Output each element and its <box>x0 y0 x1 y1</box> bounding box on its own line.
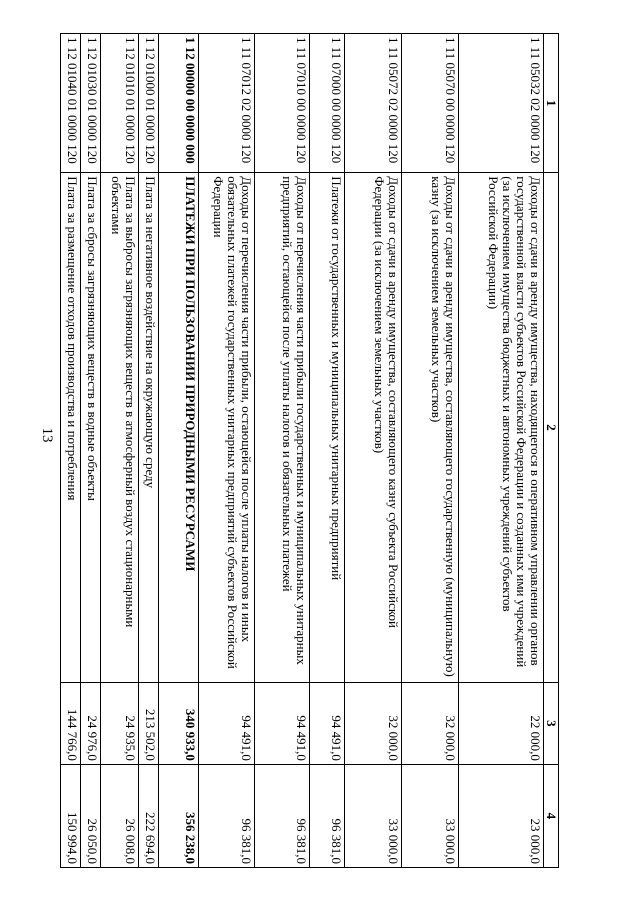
row-name: Доходы от перечисления части прибыли, остающейся после уплаты налогов и иных обязательных платежей государственных унитарных предприятий субъектов Российской Федерации <box>199 173 255 683</box>
row-value-3: 24 976,0 <box>81 682 101 764</box>
row-code: 1 11 05032 02 0000 120 <box>459 34 544 173</box>
column-header-3: 3 <box>544 682 559 764</box>
row-code: 1 12 00000 00 0000 000 <box>159 34 199 173</box>
row-value-4: 356 238,0 <box>159 764 199 867</box>
row-value-3: 32 000,0 <box>345 682 402 764</box>
row-value-4: 96 381,0 <box>310 764 345 867</box>
table-row <box>255 34 310 868</box>
revenue-table <box>60 33 559 868</box>
page-number: 13 <box>39 427 56 443</box>
row-name: Доходы от перечисления части прибыли государственных и муниципальных унитарных предприятий, остающейся после уплаты налогов и обязательных платежей <box>255 173 310 683</box>
row-name: Плата за сбросы загрязняющих веществ в водные объекты <box>81 173 101 683</box>
row-code: 1 11 07000 00 0000 120 <box>310 34 345 173</box>
row-name: Плата за негативное воздействие на окружающую среду <box>139 173 159 683</box>
row-value-4: 150 994,0 <box>61 764 81 867</box>
row-value-3: 94 491,0 <box>255 682 310 764</box>
table-row <box>402 34 459 868</box>
row-name: ПЛАТЕЖИ ПРИ ПОЛЬЗОВАНИИ ПРИРОДНЫМИ РЕСУРСАМИ <box>159 173 199 683</box>
rotated-table-container <box>65 33 559 868</box>
table-row <box>139 34 159 868</box>
table-row <box>459 34 544 868</box>
row-value-4: 222 694,0 <box>139 764 159 867</box>
row-code: 1 12 01000 01 0000 120 <box>139 34 159 173</box>
table-row <box>101 34 139 868</box>
table-row <box>61 34 81 868</box>
row-code: 1 12 01040 01 0000 120 <box>61 34 81 173</box>
row-value-4: 33 000,0 <box>345 764 402 867</box>
row-value-4: 23 000,0 <box>459 764 544 867</box>
row-value-4: 96 381,0 <box>255 764 310 867</box>
row-name: Платежи от государственных и муниципальных унитарных предприятий <box>310 173 345 683</box>
table-row <box>345 34 402 868</box>
row-name: Доходы от сдачи в аренду имущества, составляющего государственную (муниципальную) казну (за исключением земельных участков) <box>402 173 459 683</box>
row-value-4: 26 008,0 <box>101 764 139 867</box>
row-value-3: 340 933,0 <box>159 682 199 764</box>
row-name: Плата за выбросы загрязняющих веществ в атмосферный воздух стационарными объектами <box>101 173 139 683</box>
table-row <box>199 34 255 868</box>
row-value-3: 22 000,0 <box>459 682 544 764</box>
column-header-4: 4 <box>544 764 559 867</box>
row-name: Плата за размещение отходов производства и потребления <box>61 173 81 683</box>
row-value-3: 32 000,0 <box>402 682 459 764</box>
row-code: 1 11 05072 02 0000 120 <box>345 34 402 173</box>
row-value-3: 213 502,0 <box>139 682 159 764</box>
row-code: 1 12 01030 01 0000 120 <box>81 34 101 173</box>
row-value-4: 33 000,0 <box>402 764 459 867</box>
row-name: Доходы от сдачи в аренду имущества, находящегося в оперативном управлении органов государственной власти субъектов Российской Федерации и созданных ими учреждений (за исключением имущества бюджетных и автономных учреждений субъектов Российской Федерации) <box>459 173 544 683</box>
row-code: 1 11 07010 00 0000 120 <box>255 34 310 173</box>
row-value-3: 24 935,0 <box>101 682 139 764</box>
row-value-4: 26 050,0 <box>81 764 101 867</box>
row-code: 1 12 01010 01 0000 120 <box>101 34 139 173</box>
table-row <box>81 34 101 868</box>
row-name: Доходы от сдачи в аренду имущества, составляющего казну субъекта Российской Федерации (за исключением земельных участков) <box>345 173 402 683</box>
row-value-3: 94 491,0 <box>199 682 255 764</box>
column-header-1: 1 <box>544 34 559 173</box>
column-header-2: 2 <box>544 173 559 683</box>
row-value-3: 94 491,0 <box>310 682 345 764</box>
row-value-3: 144 766,0 <box>61 682 81 764</box>
row-code: 1 11 05070 00 0000 120 <box>402 34 459 173</box>
table-header-row <box>544 34 559 868</box>
table-row-section-total <box>159 34 199 868</box>
table-row <box>310 34 345 868</box>
row-code: 1 11 07012 02 0000 120 <box>199 34 255 173</box>
row-value-4: 96 381,0 <box>199 764 255 867</box>
